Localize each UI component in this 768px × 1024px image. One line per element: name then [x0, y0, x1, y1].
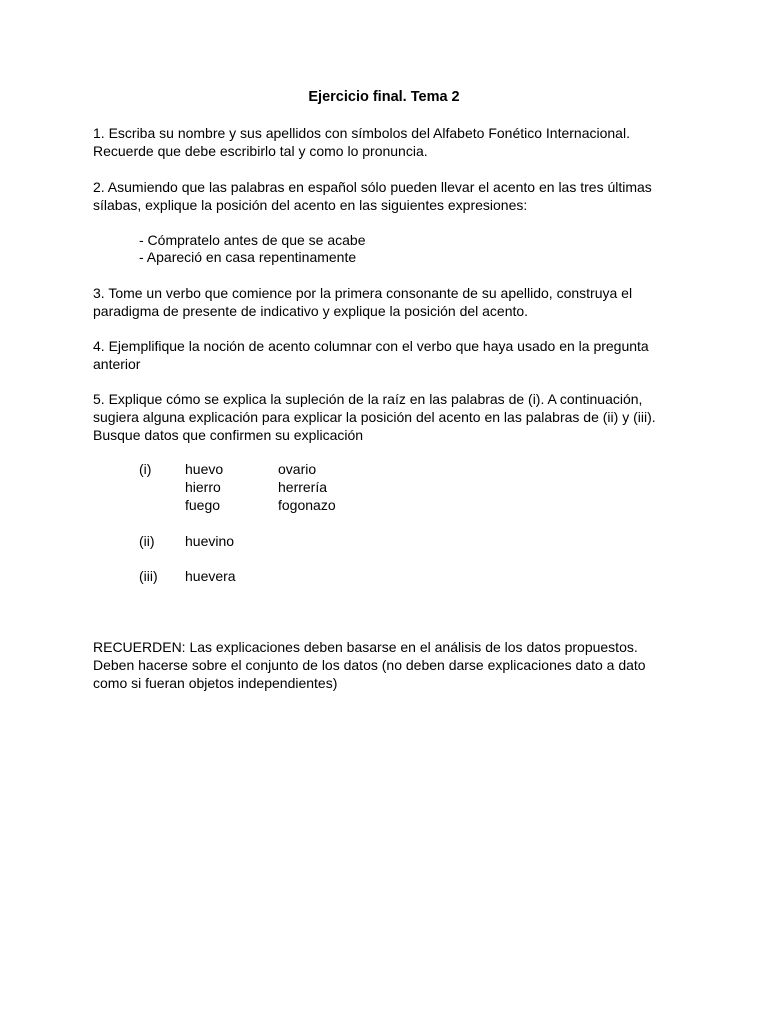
example-word: herrería: [278, 479, 328, 495]
question-2-line: sílabas, explique la posición del acento en las siguientes expresiones:: [93, 197, 528, 213]
closing-note: [93, 638, 693, 692]
question-5: [93, 390, 693, 444]
question-2: [93, 178, 693, 214]
question-1-line: 1. Escriba su nombre y sus apellidos con símbolos del Alfabeto Fonético Internacional.: [93, 125, 630, 141]
expression-item: - Cómpratelo antes de que se acabe: [139, 232, 366, 248]
question-3: [93, 284, 693, 320]
closing-note-line: RECUERDEN: Las explicaciones deben basarse en el análisis de los datos propuestos.: [93, 639, 638, 655]
example-word: huevino: [185, 533, 235, 549]
question-3-line: paradigma de presente de indicativo y explique la posición del acento.: [93, 303, 529, 319]
example-word: fuego: [185, 497, 221, 513]
closing-note-line: como si fueran objetos independientes): [93, 675, 338, 691]
expression-item: - Apareció en casa repentinamente: [139, 249, 357, 265]
example-word: hierro: [185, 479, 221, 495]
example-word: ovario: [278, 461, 317, 477]
example-label: (iii): [139, 568, 158, 584]
example-label: (i): [139, 461, 152, 477]
question-5-line: Busque datos que confirmen su explicación: [93, 427, 364, 443]
page-title: Ejercicio final. Tema 2: [308, 89, 460, 105]
question-5-line: 5. Explique cómo se explica la supleción de la raíz en las palabras de (i). A continuación,: [93, 391, 643, 407]
question-4: [93, 337, 693, 373]
question-1: [93, 124, 693, 160]
question-3-line: 3. Tome un verbo que comience por la primera consonante de su apellido, construya el: [93, 285, 633, 301]
question-4-line: anterior: [93, 356, 141, 372]
example-word: huevo: [185, 461, 224, 477]
question-2-line: 2. Asumiendo que las palabras en español sólo pueden llevar el acento en las tres últimas: [93, 179, 652, 195]
example-label: (ii): [139, 533, 155, 549]
question-5-line: sugiera alguna explicación para explicar la posición del acento en las palabras de (ii) y (iii).: [93, 409, 656, 425]
question-1-line: Recuerde que debe escribirlo tal y como lo pronuncia.: [93, 143, 428, 159]
example-word: fogonazo: [278, 497, 336, 513]
closing-note-line: Deben hacerse sobre el conjunto de los datos (no deben darse explicaciones dato a dato: [93, 657, 646, 673]
example-word: huevera: [185, 568, 236, 584]
question-4-line: 4. Ejemplifique la noción de acento columnar con el verbo que haya usado en la pregunta: [93, 338, 649, 354]
